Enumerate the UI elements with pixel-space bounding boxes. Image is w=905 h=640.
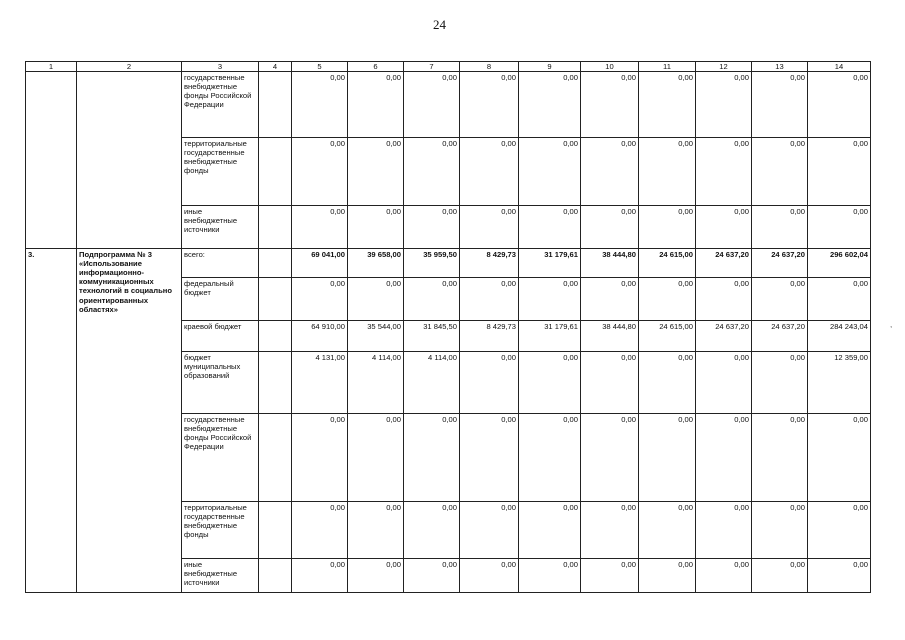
funding-source: государственные внебюджетные фонды Российской Федерации xyxy=(182,72,259,138)
funding-source: федеральный бюджет xyxy=(182,278,259,321)
amount-cell: 24 637,20 xyxy=(696,321,752,352)
amount-cell: 0,00 xyxy=(460,138,519,206)
funding-source: иные внебюджетные источники xyxy=(182,206,259,249)
amount-cell: 31 179,61 xyxy=(519,321,581,352)
amount-cell: 0,00 xyxy=(639,278,696,321)
page-number: 24 xyxy=(433,17,446,32)
column-header: 3 xyxy=(182,62,259,72)
amount-cell: 8 429,73 xyxy=(460,321,519,352)
amount-cell: 4 131,00 xyxy=(292,352,348,414)
amount-cell: 0,00 xyxy=(808,138,871,206)
amount-cell: 24 637,20 xyxy=(752,249,808,278)
amount-cell: 0,00 xyxy=(639,352,696,414)
amount-cell: 24 637,20 xyxy=(696,249,752,278)
amount-cell: 0,00 xyxy=(808,559,871,593)
amount-cell: 0,00 xyxy=(348,559,404,593)
column-header: 9 xyxy=(519,62,581,72)
column-header: 2 xyxy=(77,62,182,72)
empty-cell xyxy=(259,352,292,414)
column-header: 5 xyxy=(292,62,348,72)
amount-cell: 284 243,04 xyxy=(808,321,871,352)
amount-cell: 0,00 xyxy=(519,138,581,206)
amount-cell: 0,00 xyxy=(639,502,696,559)
amount-cell: 0,00 xyxy=(348,502,404,559)
amount-cell: 0,00 xyxy=(519,414,581,502)
amount-cell: 0,00 xyxy=(581,414,639,502)
amount-cell: 0,00 xyxy=(292,138,348,206)
amount-cell: 0,00 xyxy=(404,414,460,502)
amount-cell: 24 637,20 xyxy=(752,321,808,352)
amount-cell: 0,00 xyxy=(519,206,581,249)
amount-cell: 0,00 xyxy=(808,206,871,249)
row-number-cell xyxy=(26,72,77,249)
amount-cell: 0,00 xyxy=(460,414,519,502)
amount-cell: 0,00 xyxy=(639,72,696,138)
amount-cell: 0,00 xyxy=(639,414,696,502)
amount-cell: 0,00 xyxy=(404,206,460,249)
amount-cell: 0,00 xyxy=(752,72,808,138)
amount-cell: 64 910,00 xyxy=(292,321,348,352)
amount-cell: 0,00 xyxy=(639,206,696,249)
amount-cell: 0,00 xyxy=(519,502,581,559)
amount-cell: 35 959,50 xyxy=(404,249,460,278)
amount-cell: 31 845,50 xyxy=(404,321,460,352)
table-row xyxy=(26,72,871,138)
column-header: 4 xyxy=(259,62,292,72)
amount-cell: 0,00 xyxy=(460,559,519,593)
amount-cell: 0,00 xyxy=(348,72,404,138)
column-header: 11 xyxy=(639,62,696,72)
amount-cell: 0,00 xyxy=(348,138,404,206)
amount-cell: 0,00 xyxy=(581,352,639,414)
amount-cell: 0,00 xyxy=(519,352,581,414)
amount-cell: 4 114,00 xyxy=(404,352,460,414)
empty-cell xyxy=(259,559,292,593)
funding-source: краевой бюджет xyxy=(182,321,259,352)
amount-cell: 0,00 xyxy=(348,278,404,321)
amount-cell: 0,00 xyxy=(696,138,752,206)
amount-cell: 0,00 xyxy=(808,502,871,559)
amount-cell: 38 444,80 xyxy=(581,321,639,352)
column-header: 7 xyxy=(404,62,460,72)
amount-cell: 0,00 xyxy=(348,414,404,502)
column-header: 10 xyxy=(581,62,639,72)
empty-cell xyxy=(259,249,292,278)
subprogram-title: Подпрограмма № 3 «Использование информационно-коммуникационных технологий в социально ориентированных областях» xyxy=(77,249,182,593)
empty-cell xyxy=(259,321,292,352)
amount-cell: 0,00 xyxy=(292,502,348,559)
amount-cell: 0,00 xyxy=(639,138,696,206)
funding-source: всего: xyxy=(182,249,259,278)
amount-cell: 0,00 xyxy=(752,206,808,249)
amount-cell: 0,00 xyxy=(752,278,808,321)
amount-cell: 0,00 xyxy=(581,278,639,321)
empty-cell xyxy=(259,72,292,138)
amount-cell: 0,00 xyxy=(581,72,639,138)
amount-cell: 0,00 xyxy=(404,72,460,138)
amount-cell: 0,00 xyxy=(519,278,581,321)
amount-cell: 0,00 xyxy=(292,72,348,138)
amount-cell: 0,00 xyxy=(348,206,404,249)
empty-cell xyxy=(259,278,292,321)
amount-cell: 0,00 xyxy=(460,72,519,138)
amount-cell: 35 544,00 xyxy=(348,321,404,352)
amount-cell: 0,00 xyxy=(696,352,752,414)
amount-cell: 0,00 xyxy=(460,352,519,414)
amount-cell: 0,00 xyxy=(696,559,752,593)
amount-cell: 0,00 xyxy=(460,206,519,249)
amount-cell: 0,00 xyxy=(404,138,460,206)
budget-table xyxy=(25,61,871,593)
amount-cell: 0,00 xyxy=(696,278,752,321)
margin-mark: , xyxy=(890,320,893,329)
amount-cell: 0,00 xyxy=(808,414,871,502)
amount-cell: 24 615,00 xyxy=(639,249,696,278)
funding-source: бюджет муниципальных образований xyxy=(182,352,259,414)
column-header: 6 xyxy=(348,62,404,72)
amount-cell: 0,00 xyxy=(460,502,519,559)
amount-cell: 296 602,04 xyxy=(808,249,871,278)
amount-cell: 0,00 xyxy=(404,559,460,593)
amount-cell: 0,00 xyxy=(639,559,696,593)
column-header: 12 xyxy=(696,62,752,72)
amount-cell: 8 429,73 xyxy=(460,249,519,278)
amount-cell: 0,00 xyxy=(808,278,871,321)
amount-cell: 0,00 xyxy=(696,206,752,249)
amount-cell: 69 041,00 xyxy=(292,249,348,278)
amount-cell: 31 179,61 xyxy=(519,249,581,278)
amount-cell: 0,00 xyxy=(752,559,808,593)
table-header-row xyxy=(26,62,871,72)
empty-cell xyxy=(259,414,292,502)
amount-cell: 0,00 xyxy=(581,206,639,249)
amount-cell: 0,00 xyxy=(292,414,348,502)
amount-cell: 0,00 xyxy=(581,559,639,593)
funding-source: территориальные государственные внебюджетные фонды xyxy=(182,138,259,206)
amount-cell: 0,00 xyxy=(808,72,871,138)
amount-cell: 0,00 xyxy=(581,138,639,206)
amount-cell: 0,00 xyxy=(696,414,752,502)
empty-cell xyxy=(259,206,292,249)
amount-cell: 0,00 xyxy=(696,72,752,138)
amount-cell: 0,00 xyxy=(752,352,808,414)
column-header: 14 xyxy=(808,62,871,72)
column-header: 8 xyxy=(460,62,519,72)
amount-cell: 0,00 xyxy=(519,72,581,138)
amount-cell: 12 359,00 xyxy=(808,352,871,414)
empty-cell xyxy=(259,502,292,559)
subprogram-number: 3. xyxy=(26,249,77,593)
column-header: 1 xyxy=(26,62,77,72)
funding-source: государственные внебюджетные фонды Российской Федерации xyxy=(182,414,259,502)
column-header: 13 xyxy=(752,62,808,72)
amount-cell: 0,00 xyxy=(581,502,639,559)
amount-cell: 0,00 xyxy=(460,278,519,321)
amount-cell: 0,00 xyxy=(752,502,808,559)
amount-cell: 0,00 xyxy=(404,502,460,559)
amount-cell: 0,00 xyxy=(292,206,348,249)
amount-cell: 0,00 xyxy=(519,559,581,593)
program-name-cell xyxy=(77,72,182,249)
amount-cell: 0,00 xyxy=(752,414,808,502)
amount-cell: 38 444,80 xyxy=(581,249,639,278)
amount-cell: 0,00 xyxy=(292,278,348,321)
amount-cell: 4 114,00 xyxy=(348,352,404,414)
empty-cell xyxy=(259,138,292,206)
amount-cell: 24 615,00 xyxy=(639,321,696,352)
funding-source: территориальные государственные внебюджетные фонды xyxy=(182,502,259,559)
table-row xyxy=(26,249,871,278)
amount-cell: 0,00 xyxy=(752,138,808,206)
amount-cell: 39 658,00 xyxy=(348,249,404,278)
amount-cell: 0,00 xyxy=(696,502,752,559)
funding-source: иные внебюджетные источники xyxy=(182,559,259,593)
amount-cell: 0,00 xyxy=(292,559,348,593)
amount-cell: 0,00 xyxy=(404,278,460,321)
